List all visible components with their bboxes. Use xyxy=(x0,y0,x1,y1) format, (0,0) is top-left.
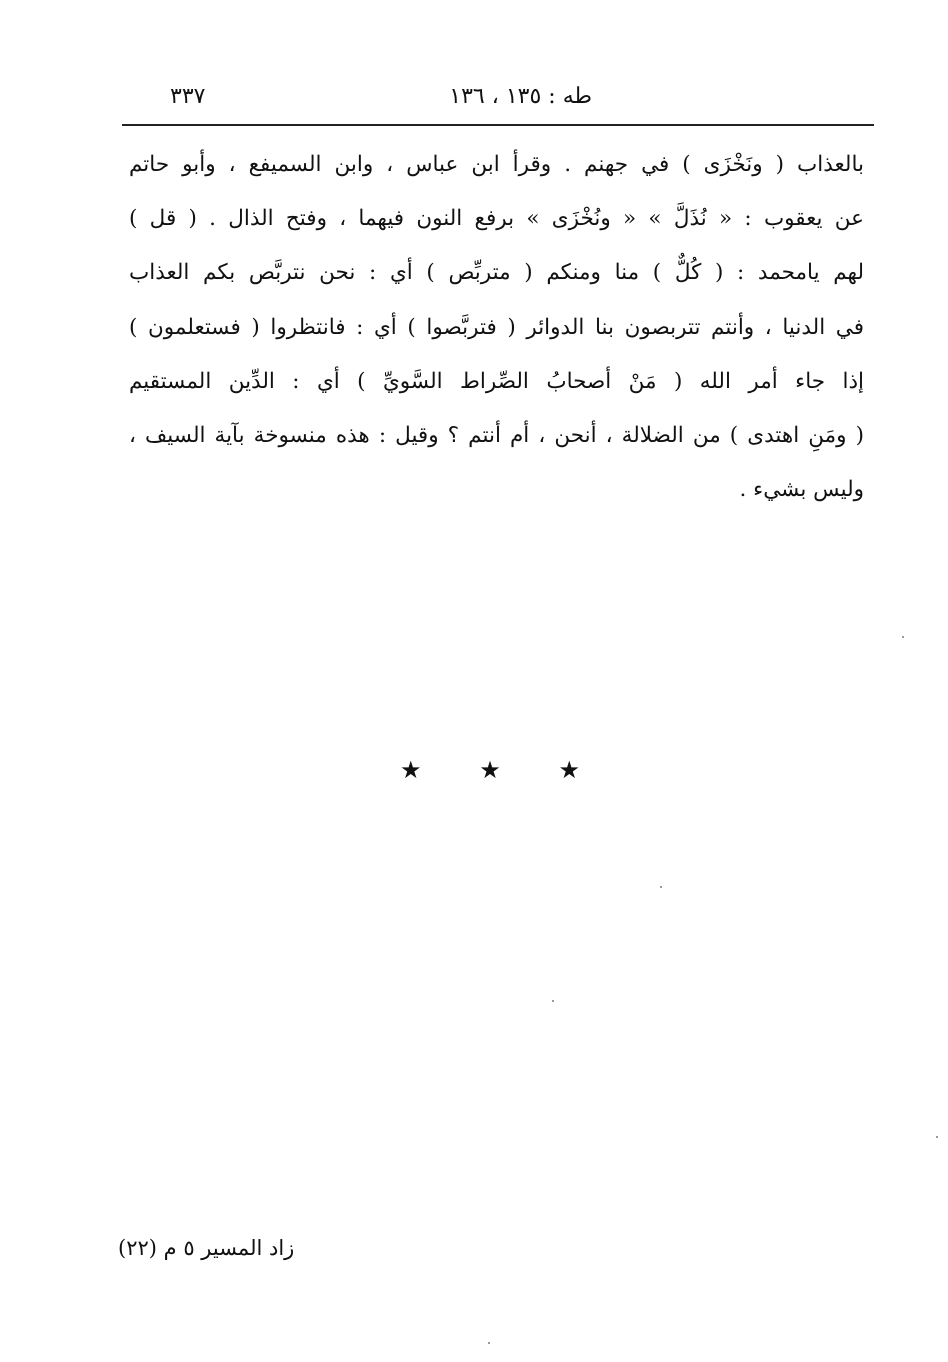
star-icon: ★ xyxy=(558,756,580,784)
text-line: لهم يامحمد : ( كُلٌّ ) منا ومنكم ( متربِّص ) أي : نحن نتربَّص بكم العذاب xyxy=(129,260,864,286)
section-separator xyxy=(400,756,580,784)
running-header xyxy=(122,78,872,122)
scan-speck xyxy=(936,1136,938,1138)
text-line: بالعذاب ( ونَخْزَى ) في جهنم . وقرأ ابن عباس ، وابن السميفع ، وأبو حاتم xyxy=(129,152,864,177)
star-icon: ★ xyxy=(400,756,422,784)
body-text xyxy=(129,138,864,517)
header-title: طه : ١٣٥ ، ١٣٦ xyxy=(449,84,592,109)
text-line: ( ومَنِ اهتدى ) من الضلالة ، أنحن ، أم أنتم ؟ وقيل : هذه منسوخة بآية السيف ، xyxy=(129,422,864,448)
page-number: ٣٣٧ xyxy=(170,84,206,109)
scan-speck xyxy=(902,636,904,638)
scan-speck xyxy=(552,1000,554,1002)
scan-speck xyxy=(488,1342,490,1344)
star-icon: ★ xyxy=(479,756,501,784)
text-line: إذا جاء أمر الله ( مَنْ أصحابُ الصِّراط السَّويِّ ) أي : الدِّين المستقيم xyxy=(129,368,864,394)
footer-signature: زاد المسير ٥ م (٢٢) xyxy=(118,1236,295,1260)
text-line: في الدنيا ، وأنتم تتربصون بنا الدوائر ( فتربَّصوا ) أي : فانتظروا ( فستعلمون ) xyxy=(129,314,864,340)
header-rule xyxy=(122,124,874,126)
text-line: عن يعقوب : « نُذَلَّ » « ونُخْزَى » برفع النون فيهما ، وفتح الذال . ( قل ) xyxy=(129,206,864,232)
text-line: وليس بشيء . xyxy=(739,477,864,503)
scan-speck xyxy=(660,886,662,888)
